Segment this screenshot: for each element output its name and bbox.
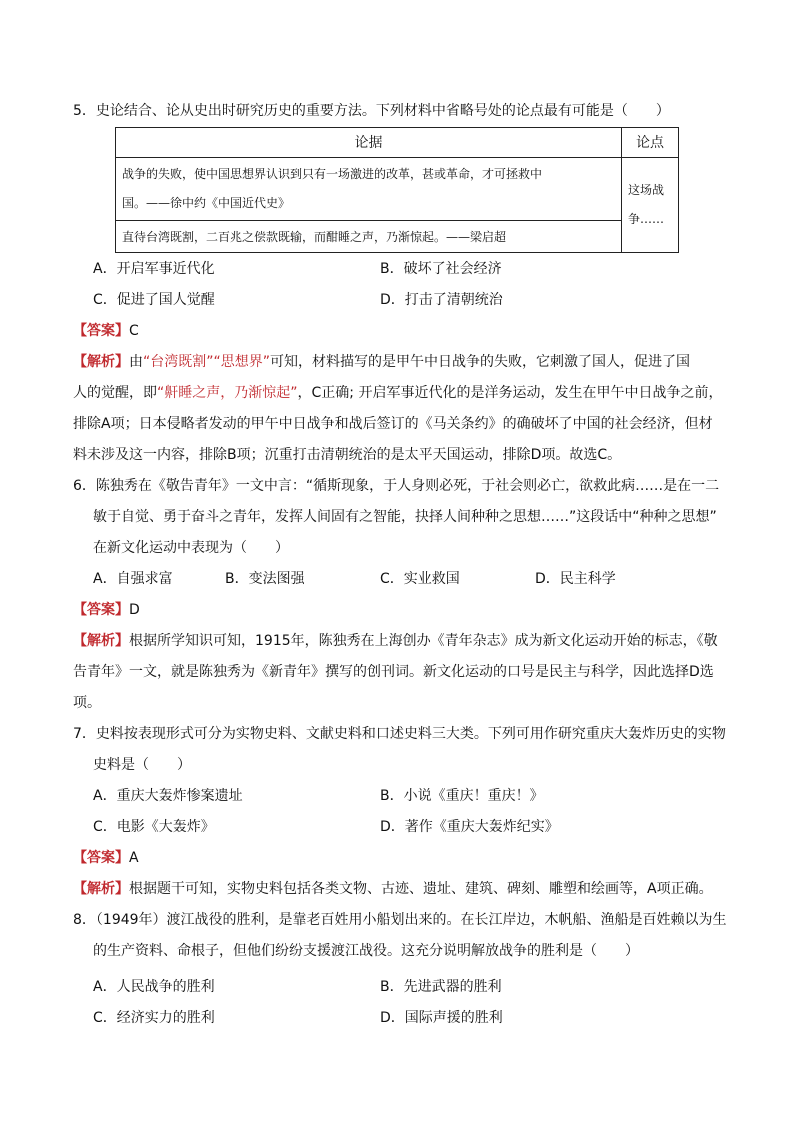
q7-analysis bbox=[73, 879, 713, 899]
analysis-text: ，C正确; 开启军事近代化的是洋务运动，发生在甲午中日战争之前， bbox=[297, 385, 723, 401]
table-header-point: 论点 bbox=[622, 128, 679, 158]
q8-stem-line-1: 8．（1949年）渡江战役的胜利，是靠老百姓用小船划出来的。在长江岸边，木帆船、渔船是百姓赖以为生 bbox=[73, 912, 727, 928]
q5-option-c: C．促进了国人觉醒 bbox=[93, 292, 215, 308]
analysis-tag: 【解析】 bbox=[73, 633, 129, 649]
q6-option-c: C．实业救国 bbox=[380, 571, 460, 587]
q6-option-d: D．民主科学 bbox=[535, 571, 616, 587]
q7-option-b: B．小说《重庆！重庆！》 bbox=[380, 788, 544, 804]
q8-option-c: C．经济实力的胜利 bbox=[93, 1010, 215, 1026]
q5-analysis-line-4: 料未涉及这一内容，排除B项；沉重打击清朝统治的是太平天国运动，排除D项。故选C。 bbox=[73, 447, 622, 463]
q8-option-b: B．先进武器的胜利 bbox=[380, 979, 502, 995]
answer-value: A bbox=[129, 850, 139, 866]
q6-answer bbox=[73, 600, 140, 620]
point-line-2: 争…… bbox=[628, 211, 665, 226]
table-header-evidence: 论据 bbox=[116, 128, 622, 158]
analysis-quote: “鼾睡之声，乃渐惊起” bbox=[157, 385, 298, 401]
analysis-tag: 【解析】 bbox=[73, 881, 129, 897]
q6-option-a: A．自强求富 bbox=[93, 571, 173, 587]
q8-option-a: A．人民战争的胜利 bbox=[93, 979, 215, 995]
evidence-1-line-2: 国。——徐中约《中国近代史》 bbox=[122, 195, 291, 210]
q5-answer bbox=[73, 321, 139, 341]
analysis-quote: “台湾既割”“思想界” bbox=[143, 354, 271, 370]
table-evidence-2: 直待台湾既割，二百兆之偿款既输，而酣睡之声，乃渐惊起。——梁启超 bbox=[116, 220, 622, 252]
q5-option-d: D．打击了清朝统治 bbox=[380, 292, 503, 308]
q7-option-c: C．电影《大轰炸》 bbox=[93, 819, 215, 835]
q8-stem-line-2: 的生产资料、命根子，但他们纷纷支援渡江战役。这充分说明解放战争的胜利是（ ） bbox=[93, 943, 639, 959]
analysis-text: 人的觉醒，即 bbox=[73, 385, 157, 401]
q6-stem-line-1: 6．陈独秀在《敬告青年》一文中言：“循斯现象，于人身则必死，于社会则必亡，欲救此病……是在一二 bbox=[73, 478, 720, 494]
q6-analysis-line-2: 告青年》一文，就是陈独秀为《新青年》撰写的创刊词。新文化运动的口号是民主与科学，因此选择D选 bbox=[73, 664, 714, 680]
q7-stem-line-2: 史料是（ ） bbox=[93, 757, 191, 773]
q5-analysis-line-3: 排除A项；日本侵略者发动的甲午中日战争和战后签订的《马关条约》的确破坏了中国的社会经济，但材 bbox=[73, 416, 713, 432]
q7-answer bbox=[73, 848, 139, 868]
answer-tag: 【答案】 bbox=[73, 602, 129, 618]
analysis-text: 可知，材料描写的是甲午中日战争的失败，它刺激了国人，促进了国 bbox=[270, 354, 691, 370]
q7-stem-line-1: 7．史料按表现形式可分为实物史料、文献史料和口述史料三大类。下列可用作研究重庆大轰炸历史的实物 bbox=[73, 726, 726, 742]
answer-value: C bbox=[129, 323, 139, 339]
table-evidence-1 bbox=[116, 157, 622, 220]
q5-stem: 5．史论结合、论从史出时研究历史的重要方法。下列材料中省略号处的论点最有可能是（ ） bbox=[73, 103, 670, 119]
evidence-1-line-1: 战争的失败，使中国思想界认识到只有一场激进的改革，甚或革命，才可拯救中 bbox=[122, 166, 543, 181]
q5-evidence-table bbox=[115, 127, 679, 253]
q5-analysis-line-1 bbox=[73, 352, 690, 372]
analysis-tag: 【解析】 bbox=[73, 354, 129, 370]
q6-stem-line-3: 在新文化运动中表现为（ ） bbox=[93, 540, 289, 556]
q5-option-b: B．破坏了社会经济 bbox=[380, 261, 502, 277]
analysis-text: 根据题干可知，实物史料包括各类文物、古迹、遗址、建筑、碑刻、雕塑和绘画等，A项正确。 bbox=[129, 881, 713, 897]
table-point-cell bbox=[622, 157, 679, 252]
q7-option-a: A．重庆大轰炸惨案遗址 bbox=[93, 788, 243, 804]
analysis-text: 由 bbox=[129, 354, 143, 370]
analysis-text: 根据所学知识可知，1915年，陈独秀在上海创办《青年杂志》成为新文化运动开始的标志，《敬 bbox=[129, 633, 718, 649]
answer-tag: 【答案】 bbox=[73, 850, 129, 866]
q8-option-d: D．国际声援的胜利 bbox=[380, 1010, 503, 1026]
q6-analysis-line-1 bbox=[73, 631, 718, 651]
answer-tag: 【答案】 bbox=[73, 323, 129, 339]
q5-option-a: A．开启军事近代化 bbox=[93, 261, 215, 277]
q5-analysis-line-2 bbox=[73, 383, 722, 403]
q6-option-b: B．变法图强 bbox=[225, 571, 305, 587]
q6-stem-line-2: 敏于自觉、勇于奋斗之青年，发挥人间固有之智能，抉择人间种种之思想……”这段话中“种种之思想” bbox=[93, 509, 717, 525]
answer-value: D bbox=[129, 602, 140, 618]
point-line-1: 这场战 bbox=[628, 182, 665, 197]
q7-option-d: D．著作《重庆大轰炸纪实》 bbox=[380, 819, 559, 835]
q6-analysis-line-3: 项。 bbox=[73, 695, 101, 711]
